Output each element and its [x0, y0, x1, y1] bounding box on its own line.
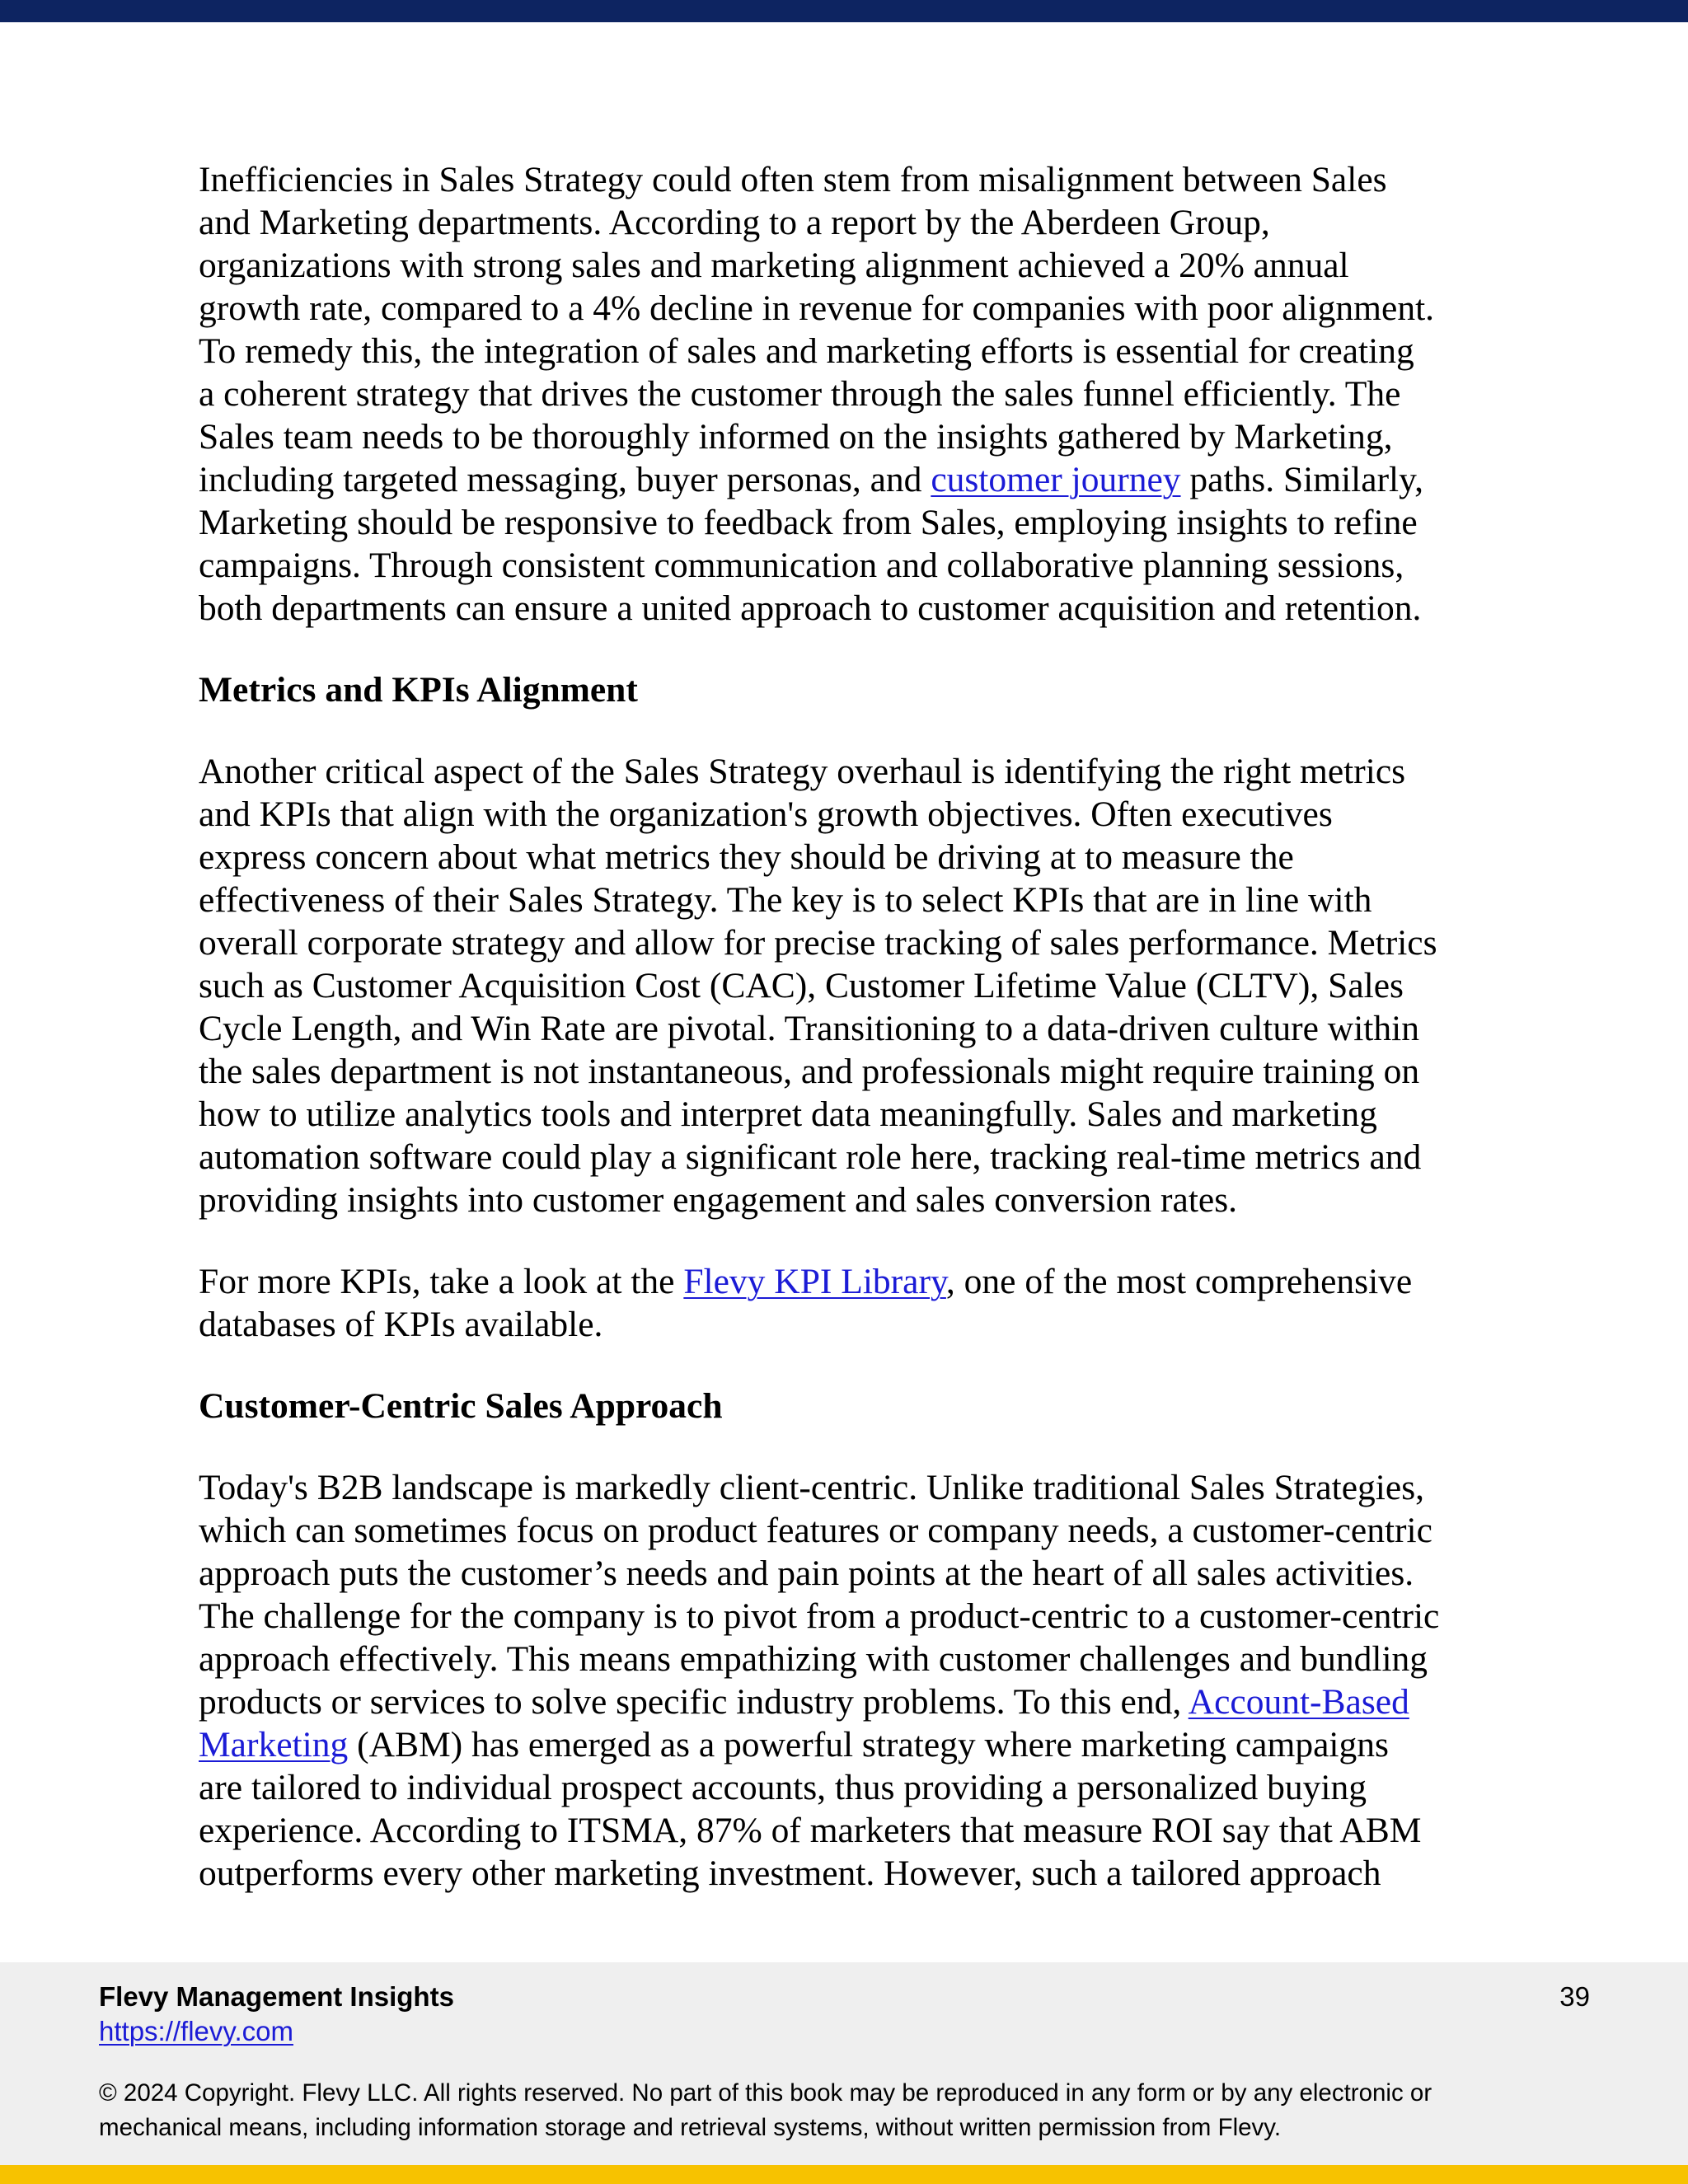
text-line: organizations with strong sales and marketing alignment achieved a 20% annual: [199, 246, 1349, 285]
document-body: [199, 158, 1501, 1895]
text-line: [199, 1723, 1501, 1766]
text-segment: products or services to solve specific industry problems. To this end,: [199, 1682, 1189, 1722]
text-line: Another critical aspect of the Sales Strategy overhaul is identifying the right metrics: [199, 752, 1406, 791]
page-footer: [0, 1962, 1688, 2165]
text-segment: For more KPIs, take a look at the: [199, 1262, 684, 1301]
text-line: effectiveness of their Sales Strategy. The key is to select KPIs that are in line with: [199, 880, 1372, 920]
text-line: campaigns. Through consistent communication and collaborative planning sessions,: [199, 546, 1404, 585]
paragraph-customer-centric: [199, 1466, 1501, 1895]
text-line: providing insights into customer engagement and sales conversion rates.: [199, 1180, 1238, 1220]
copyright-notice: [99, 2076, 1582, 2145]
text-line: databases of KPIs available.: [199, 1305, 603, 1344]
flevy-website-link[interactable]: https://flevy.com: [99, 2016, 293, 2046]
copyright-line: © 2024 Copyright. Flevy LLC. All rights reserved. No part of this book may be reproduced in any form or by any electronic or: [99, 2079, 1432, 2107]
text-line: both departments can ensure a united approach to customer acquisition and retention.: [199, 588, 1422, 628]
text-line: overall corporate strategy and allow for precise tracking of sales performance. Metrics: [199, 923, 1437, 963]
text-line: are tailored to individual prospect accounts, thus providing a personalized buying: [199, 1768, 1367, 1807]
text-line: and Marketing departments. According to a report by the Aberdeen Group,: [199, 203, 1270, 242]
text-line: [199, 458, 1501, 501]
paragraph-sales-marketing-alignment: [199, 158, 1501, 630]
text-line: approach puts the customer’s needs and pain points at the heart of all sales activities.: [199, 1554, 1414, 1593]
flevy-kpi-library-link[interactable]: Flevy KPI Library: [683, 1262, 946, 1301]
page-number: 39: [1559, 1981, 1590, 2012]
text-line: approach effectively. This means empathizing with customer challenges and bundling: [199, 1639, 1428, 1679]
footer-title: Flevy Management Insights: [99, 1981, 454, 2012]
text-line: the sales department is not instantaneous, and professionals might require training on: [199, 1052, 1420, 1091]
text-line: Sales team needs to be thoroughly informed on the insights gathered by Marketing,: [199, 417, 1393, 457]
text-line: To remedy this, the integration of sales and marketing efforts is essential for creating: [199, 331, 1414, 371]
account-based-marketing-link-continued[interactable]: Marketing: [199, 1725, 349, 1765]
text-line: how to utilize analytics tools and interpret data meaningfully. Sales and marketing: [199, 1094, 1377, 1134]
paragraph-metrics-kpis: [199, 750, 1501, 1221]
text-line: growth rate, compared to a 4% decline in revenue for companies with poor alignment.: [199, 288, 1435, 328]
top-accent-bar: [0, 0, 1688, 22]
copyright-line: mechanical means, including information storage and retrieval systems, without written permission from Flevy.: [99, 2114, 1282, 2141]
text-segment: , one of the most comprehensive: [945, 1262, 1413, 1301]
text-line: Marketing should be responsive to feedback from Sales, employing insights to refine: [199, 503, 1418, 542]
text-line: automation software could play a significant role here, tracking real-time metrics and: [199, 1137, 1422, 1177]
account-based-marketing-link[interactable]: Account-Based: [1188, 1682, 1409, 1722]
text-line: Cycle Length, and Win Rate are pivotal. Transitioning to a data-driven culture within: [199, 1009, 1419, 1048]
heading-customer-centric: Customer-Centric Sales Approach: [199, 1386, 723, 1426]
customer-journey-link[interactable]: customer journey: [931, 460, 1181, 499]
text-line: such as Customer Acquisition Cost (CAC), Customer Lifetime Value (CLTV), Sales: [199, 966, 1404, 1005]
text-segment: (ABM) has emerged as a powerful strategy where marketing campaigns: [348, 1725, 1389, 1765]
text-line: and KPIs that align with the organization's growth objectives. Often executives: [199, 794, 1333, 834]
text-line: which can sometimes focus on product features or company needs, a customer-centric: [199, 1511, 1432, 1550]
paragraph-kpi-library: [199, 1260, 1501, 1346]
text-line: experience. According to ITSMA, 87% of marketers that measure ROI say that ABM: [199, 1811, 1422, 1850]
text-line: express concern about what metrics they should be driving at to measure the: [199, 837, 1294, 877]
bottom-accent-bar: [0, 2165, 1688, 2184]
text-line: [199, 1680, 1501, 1723]
heading-metrics-kpis: Metrics and KPIs Alignment: [199, 670, 638, 710]
text-line: outperforms every other marketing investment. However, such a tailored approach: [199, 1854, 1381, 1893]
text-line: a coherent strategy that drives the customer through the sales funnel efficiently. The: [199, 374, 1401, 414]
text-line: Inefficiencies in Sales Strategy could often stem from misalignment between Sales: [199, 160, 1387, 199]
text-line: Today's B2B landscape is markedly client-centric. Unlike traditional Sales Strategies,: [199, 1468, 1425, 1507]
text-line: The challenge for the company is to pivot from a product-centric to a customer-centric: [199, 1596, 1440, 1636]
text-line: [199, 1260, 1501, 1303]
text-segment: including targeted messaging, buyer personas, and: [199, 460, 931, 499]
text-segment: paths. Similarly,: [1180, 460, 1423, 499]
